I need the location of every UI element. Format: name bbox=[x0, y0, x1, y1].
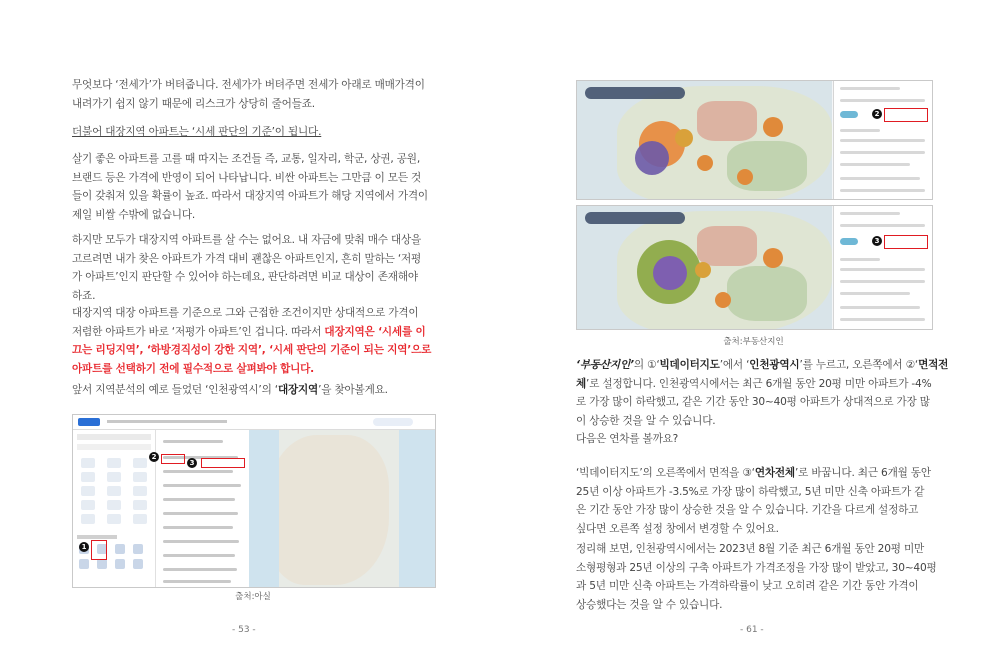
text-line: 살기 좋은 아파트를 고를 때 따지는 조건들 즉, 교통, 일자리, 학군, 상권, 공원, bbox=[72, 153, 420, 165]
option-line bbox=[840, 189, 925, 192]
menu-icon bbox=[79, 559, 89, 569]
app-header bbox=[73, 415, 435, 430]
region-cell bbox=[107, 514, 121, 524]
paragraph-2 bbox=[576, 430, 961, 449]
list-item bbox=[163, 540, 239, 543]
highlight-box-3 bbox=[201, 458, 245, 468]
region-cell bbox=[81, 458, 95, 468]
map-bubble bbox=[653, 256, 687, 290]
region-cell bbox=[81, 500, 95, 510]
highlight-box-3 bbox=[884, 235, 928, 249]
highlight-box-2 bbox=[884, 108, 928, 122]
text-line: 고르려면 내가 찾은 아파트가 가격 대비 괜찮은 아파트인지, 흔히 말하는 ‘저평 bbox=[72, 252, 422, 265]
section-label bbox=[77, 535, 117, 539]
map-bubble bbox=[695, 262, 711, 278]
bold-text: 면적전 bbox=[918, 359, 949, 371]
highlight-text: 대장지역은 ‘시세를 이 bbox=[324, 325, 426, 338]
map-bubble bbox=[715, 292, 731, 308]
option-line bbox=[840, 151, 925, 154]
text-line: 과 5년 미만 신축 아파트는 가격하락률이 낮고 오히려 같은 기간 동안 가격이 bbox=[576, 580, 919, 593]
menu-icon bbox=[133, 559, 143, 569]
text-span: 저렴한 아파트가 바로 ‘저평가 아파트’인 겁니다. 따라서 bbox=[72, 325, 325, 338]
region-cell bbox=[133, 458, 147, 468]
search-line bbox=[840, 212, 900, 215]
text-span: ’에서 ‘ bbox=[719, 359, 750, 371]
menu-bar bbox=[107, 420, 227, 423]
text-line bbox=[576, 375, 961, 394]
region-cell bbox=[133, 514, 147, 524]
option-line bbox=[840, 292, 910, 295]
region-cell bbox=[107, 500, 121, 510]
paragraph-2 bbox=[72, 123, 452, 142]
option-line bbox=[840, 268, 925, 271]
text-line: 대장지역 대장 아파트를 기준으로 그와 근접한 조건이지만 상대적으로 가격이 bbox=[72, 307, 419, 319]
budongsanjiin-screenshot-1 bbox=[576, 80, 933, 200]
text-span: ’을 찾아볼게요. bbox=[318, 384, 388, 396]
option-line bbox=[840, 280, 925, 283]
region-cell bbox=[107, 486, 121, 496]
list-item bbox=[163, 512, 238, 515]
asil-screenshot bbox=[72, 414, 436, 588]
list-item bbox=[163, 568, 237, 571]
marker-1: 1 bbox=[79, 542, 89, 552]
region-cell bbox=[81, 514, 95, 524]
bold-text: 체 bbox=[576, 377, 587, 390]
option-line bbox=[840, 163, 910, 166]
region-cell bbox=[133, 472, 147, 482]
map-land bbox=[269, 435, 389, 585]
text-line bbox=[72, 381, 452, 400]
map-sea bbox=[399, 430, 435, 587]
marker-2: 2 bbox=[149, 452, 159, 462]
text-line bbox=[576, 356, 961, 375]
marker-2: 2 bbox=[872, 109, 882, 119]
text-line: 하지만 모두가 대장지역 아파트를 살 수는 없어요. 내 자금에 맞춰 매수 대상을 bbox=[72, 234, 422, 246]
region-chip bbox=[840, 111, 858, 118]
text-span: ’로 설정합니다. 인천광역시에서는 최근 6개월 동안 20평 미만 아파트가 -4% bbox=[586, 377, 932, 390]
text-line: 제일 비쌀 수밖에 없습니다. bbox=[72, 208, 196, 221]
filter-row bbox=[77, 434, 151, 440]
logo bbox=[78, 418, 100, 426]
text-line: 이 상승한 것을 알 수 있습니다. bbox=[576, 414, 716, 427]
text-line: 25년 이상 아파트가 -3.5%로 가장 많이 하락했고, 5년 미만 신축 아파트가 같 bbox=[576, 485, 925, 498]
text-line: 은 기간 동안 가장 많이 상승한 것을 알 수 있습니다. 기간을 다르게 설정하고 bbox=[576, 504, 919, 517]
highlight-text: 아파트를 선택하기 전에 필수적으로 살펴봐야 합니다. bbox=[72, 362, 315, 375]
filter-row bbox=[77, 444, 151, 450]
option-line bbox=[840, 139, 925, 142]
tab-line bbox=[840, 99, 925, 102]
paragraph-3 bbox=[576, 464, 961, 538]
paragraph-3 bbox=[72, 150, 452, 224]
budongsanjiin-screenshot-2 bbox=[576, 205, 933, 330]
region-cell bbox=[133, 486, 147, 496]
text-line: 하죠. bbox=[72, 289, 96, 302]
map-bubble bbox=[763, 248, 783, 268]
bold-text: 대장지역 bbox=[277, 384, 319, 396]
settings-panel bbox=[833, 206, 933, 329]
text-line: 싶다면 오른쪽 설정 창에서 변경할 수 있어요. bbox=[576, 522, 779, 535]
paragraph-1 bbox=[576, 356, 961, 430]
text-line: 무엇보다 ‘전세가’가 버텨줍니다. 전세가가 버텨주면 전세가 아래로 매매가격이 bbox=[72, 79, 425, 91]
list-item bbox=[163, 498, 235, 501]
text-line: 로 가장 많이 하락했고, 같은 기간 동안 30~40평 아파트가 상대적으로 가장 많 bbox=[576, 396, 930, 409]
region-cell bbox=[133, 500, 147, 510]
menu-icon bbox=[115, 559, 125, 569]
underlined-heading: 더불어 대장지역 아파트는 ‘시세 판단의 기준’이 됩니다. bbox=[72, 126, 322, 138]
text-line: 소형평형과 25년 이상의 구축 아파트가 가격조정을 가장 많이 받았고, 30~40평 bbox=[576, 561, 937, 574]
text-line: 다음은 연차를 볼까요? bbox=[576, 433, 679, 445]
text-line: 들이 갖춰져 있을 확률이 높죠. 따라서 대장지역 아파트가 해당 지역에서 가격이 bbox=[72, 190, 428, 203]
search-box bbox=[373, 418, 413, 426]
option-line bbox=[840, 258, 880, 261]
menu-icon bbox=[97, 559, 107, 569]
text-line: 정리해 보면, 인천광역시에서는 2023년 8월 기준 최근 6개월 동안 20평 미만 bbox=[576, 543, 925, 555]
region-chip bbox=[840, 238, 858, 245]
list-item bbox=[163, 440, 223, 443]
option-line bbox=[840, 177, 920, 180]
map-bubble bbox=[635, 141, 669, 175]
highlight-box-2 bbox=[161, 454, 185, 464]
tab-line bbox=[840, 224, 925, 227]
left-caption: 출처:아실 bbox=[235, 592, 271, 602]
text-span: ’로 바꿉니다. 최근 6개월 동안 bbox=[794, 467, 931, 479]
settings-panel bbox=[833, 81, 933, 199]
map-area bbox=[577, 206, 832, 329]
marker-3: 3 bbox=[872, 236, 882, 246]
menu-icon bbox=[133, 544, 143, 554]
map-area bbox=[577, 81, 832, 199]
region-cell bbox=[107, 458, 121, 468]
text-span: ’를 누르고, 오른쪽에서 ②‘ bbox=[799, 359, 919, 371]
search-line bbox=[840, 87, 900, 90]
option-line bbox=[840, 306, 920, 309]
paragraph-6 bbox=[72, 381, 452, 400]
text-line bbox=[576, 464, 961, 483]
map-area bbox=[249, 430, 435, 587]
bold-text: 연차전체 bbox=[754, 467, 795, 479]
paragraph-4 bbox=[576, 540, 961, 614]
map-bubble bbox=[737, 169, 753, 185]
text-span: 앞서 지역분석의 예로 들었던 ‘인천광역시’의 ‘ bbox=[72, 384, 278, 396]
page-number: - 61 - bbox=[740, 625, 764, 635]
paragraph-4 bbox=[72, 231, 452, 305]
text-line: 상승했다는 것을 알 수 있습니다. bbox=[576, 598, 723, 611]
map-sea bbox=[249, 430, 279, 587]
region-cell bbox=[107, 472, 121, 482]
text-line: 내려가기 쉽지 않기 때문에 리스크가 상당히 줄어들죠. bbox=[72, 97, 315, 110]
map-region bbox=[697, 226, 757, 266]
right-caption: 출처:부동산지인 bbox=[723, 337, 784, 347]
right-page bbox=[500, 0, 1000, 667]
text-span: ‘빅데이터지도’의 오른쪽에서 면적을 ③‘ bbox=[576, 467, 755, 479]
map-region bbox=[727, 266, 807, 321]
list-item bbox=[163, 526, 233, 529]
highlight-text: 끄는 리딩지역’, ‘하방경직성이 강한 지역’, ‘시세 판단의 기준이 되는 지역’으로 bbox=[72, 344, 432, 357]
menu-icon bbox=[115, 544, 125, 554]
text-line: 브랜드 등은 가격에 반영이 되어 나타납니다. 비싼 아파트는 그만큼 이 모든 것 bbox=[72, 171, 422, 184]
list-item bbox=[163, 484, 241, 487]
marker-3: 3 bbox=[187, 458, 197, 468]
bold-text: ‘부동산지인’ bbox=[576, 359, 634, 371]
list-item bbox=[163, 580, 231, 583]
text-line: 가 아파트’인지 판단할 수 있어야 하는데요, 판단하려면 비교 대상이 존재해야 bbox=[72, 271, 418, 284]
paragraph-1 bbox=[72, 76, 452, 113]
paragraph-5 bbox=[72, 304, 452, 378]
map-bubble bbox=[697, 155, 713, 171]
text-span: 의 ①‘ bbox=[633, 359, 660, 371]
page-number: - 53 - bbox=[232, 625, 256, 635]
apartment-list-panel bbox=[151, 430, 247, 587]
list-item bbox=[163, 470, 233, 473]
highlight-box-1 bbox=[91, 540, 107, 560]
bold-text: 인천광역시 bbox=[749, 359, 800, 371]
region-cell bbox=[81, 486, 95, 496]
region-cell bbox=[81, 472, 95, 482]
filter-bar bbox=[585, 87, 685, 99]
icon-grid bbox=[79, 544, 149, 570]
map-bubble bbox=[763, 117, 783, 137]
option-line bbox=[840, 129, 880, 132]
region-list-panel bbox=[73, 430, 156, 587]
map-region bbox=[727, 141, 807, 191]
map-bubble bbox=[675, 129, 693, 147]
text-line bbox=[72, 323, 452, 342]
list-item bbox=[163, 554, 235, 557]
option-line bbox=[840, 318, 925, 321]
bold-text: 빅데이터지도 bbox=[659, 359, 720, 371]
map-region bbox=[697, 101, 757, 141]
filter-bar bbox=[585, 212, 685, 224]
